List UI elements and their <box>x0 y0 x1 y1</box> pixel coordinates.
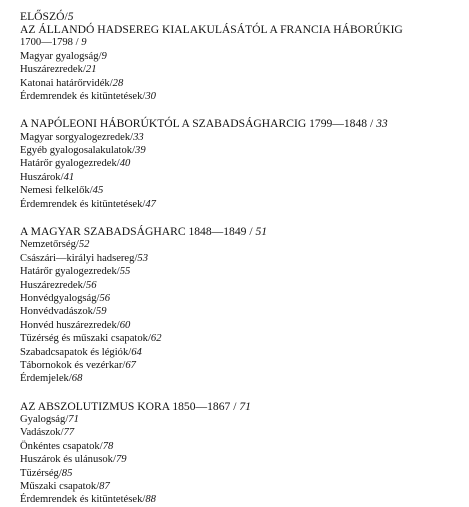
toc-section-3 <box>20 225 460 386</box>
toc-line-separator: / <box>116 319 120 331</box>
toc-line <box>20 467 460 480</box>
toc-line-separator: / <box>60 427 64 439</box>
toc-line-page: 9 <box>101 50 107 62</box>
toc-line-separator: / <box>92 306 96 318</box>
toc-line-title: Határőr gyalogezredek <box>20 158 117 170</box>
toc-line-title: 1700—1798 <box>20 37 73 49</box>
toc-line <box>20 346 460 359</box>
toc-line-separator: / <box>142 91 146 103</box>
toc-line <box>20 90 460 103</box>
toc-line <box>20 50 460 63</box>
toc-line-page: 33 <box>133 131 144 143</box>
toc-line <box>20 292 460 305</box>
toc-line-separator: / <box>99 440 103 452</box>
toc-line-title: Huszárezredek <box>20 64 83 76</box>
toc-line <box>20 198 460 211</box>
toc-line-page: 55 <box>119 266 131 278</box>
toc-line-page: 53 <box>137 252 148 264</box>
toc-line-separator: / <box>128 346 132 358</box>
toc-line-page: 21 <box>85 64 97 76</box>
toc-line-separator: / <box>64 10 68 23</box>
toc-line-title: Tüzérség <box>20 467 59 479</box>
toc-line-separator: / <box>130 131 134 143</box>
toc-line <box>20 440 460 453</box>
toc-line-separator: / <box>147 333 151 345</box>
toc-line <box>20 359 460 372</box>
toc-line-separator: / <box>89 185 93 197</box>
toc-line-separator: / <box>82 279 86 291</box>
toc-line-page: 40 <box>119 158 131 170</box>
toc-section-2 <box>20 117 460 211</box>
toc-line-page: 60 <box>119 319 131 331</box>
toc-line-separator: / <box>246 225 256 239</box>
toc-line <box>20 413 460 426</box>
toc-line-title: Magyar gyalogság <box>20 50 99 62</box>
toc-line-separator: / <box>116 158 120 170</box>
toc-line-title: Honvédgyalogság <box>20 292 97 304</box>
toc-line-title: ELŐSZÓ <box>20 10 65 23</box>
toc-line-page: 59 <box>95 306 107 318</box>
table-of-contents <box>20 10 460 507</box>
toc-line-separator: / <box>132 145 136 157</box>
toc-line-page: 30 <box>145 91 156 103</box>
toc-line-page: 71 <box>239 399 251 413</box>
toc-line-title: Huszárok és ulánusok <box>20 454 113 466</box>
toc-line <box>20 319 460 332</box>
toc-line-separator: / <box>142 494 146 506</box>
toc-line <box>20 426 460 439</box>
toc-section-1 <box>20 10 460 103</box>
toc-line <box>20 332 460 345</box>
toc-line-title: Érdemjelek <box>20 373 69 385</box>
toc-line-title: Honvédvadászok <box>20 306 93 318</box>
toc-line-title: Önkéntes csapatok <box>20 440 100 452</box>
toc-line <box>20 63 460 76</box>
toc-line-page: 41 <box>63 171 75 183</box>
toc-line-page: 87 <box>99 480 110 492</box>
toc-line-title: Vadászok <box>20 427 61 439</box>
toc-line-title: Nemzetőrség <box>20 239 76 251</box>
toc-line-page: 85 <box>61 467 73 479</box>
toc-line <box>20 372 460 385</box>
toc-line <box>20 238 460 251</box>
toc-line-title: Érdemrendek és kitüntetések <box>20 494 143 506</box>
toc-line-separator: / <box>60 171 64 183</box>
toc-line-separator: / <box>134 252 138 264</box>
toc-line-separator: / <box>82 64 86 76</box>
toc-line-page: 67 <box>125 359 136 371</box>
toc-line-page: 33 <box>376 117 388 131</box>
toc-line <box>20 23 460 36</box>
toc-line-title: Tábornokok és vezérkar <box>20 359 123 371</box>
toc-line <box>20 157 460 170</box>
toc-line-title: A MAGYAR SZABADSÁGHARC 1848—1849 <box>20 225 247 239</box>
toc-line-page: 5 <box>67 10 74 23</box>
toc-line <box>20 36 460 49</box>
toc-line-separator: / <box>230 399 240 413</box>
toc-line <box>20 265 460 278</box>
toc-line-page: 79 <box>115 454 127 466</box>
toc-line-page: 47 <box>145 198 156 210</box>
toc-line-page: 51 <box>255 225 268 239</box>
toc-line-page: 45 <box>92 185 104 197</box>
toc-line-title: Honvéd huszárezredek <box>20 319 117 331</box>
toc-line <box>20 252 460 265</box>
toc-line-title: AZ ABSZOLUTIZMUS KORA 1850—1867 <box>20 399 231 413</box>
toc-line-separator: / <box>96 292 100 304</box>
toc-line-page: 88 <box>145 494 156 506</box>
toc-line <box>20 493 460 506</box>
toc-section-4 <box>20 400 460 507</box>
toc-line-separator: / <box>367 117 377 131</box>
toc-line-page: 9 <box>81 37 87 49</box>
toc-line-title: Érdemrendek és kitüntetések <box>20 91 143 103</box>
toc-line-separator: / <box>58 467 62 479</box>
toc-line-separator: / <box>98 50 102 62</box>
toc-line-title: Határőr gyalogezredek <box>20 266 117 278</box>
toc-line-title: Szabadcsapatok és légiók <box>20 346 129 358</box>
toc-line-page: 77 <box>63 427 75 439</box>
toc-line-title: AZ ÁLLANDÓ HADSEREG KIALAKULÁSÁTÓL A FRANCIA HÁBORÚKIG <box>20 23 403 37</box>
toc-line-separator: / <box>75 239 79 251</box>
toc-line-title: Egyéb gyalogosalakulatok <box>20 145 133 157</box>
toc-line-page: 64 <box>131 346 142 358</box>
toc-line-title: Huszárezredek <box>20 279 83 291</box>
toc-line-page: 52 <box>78 239 90 251</box>
toc-line <box>20 400 460 413</box>
toc-line-separator: / <box>142 198 146 210</box>
toc-line <box>20 184 460 197</box>
toc-line <box>20 117 460 130</box>
toc-line-page: 39 <box>135 145 146 157</box>
toc-line <box>20 279 460 292</box>
toc-line-separator: / <box>112 454 116 466</box>
toc-line <box>20 10 460 23</box>
toc-line-page: 56 <box>99 292 111 304</box>
toc-line-title: Magyar sorgyalogezredek <box>20 131 131 143</box>
toc-line-title: Műszaki csapatok <box>20 480 97 492</box>
toc-line-title: Katonai határőrvidék <box>20 77 110 89</box>
toc-line-separator: / <box>109 77 113 89</box>
toc-line-page: 62 <box>150 333 162 345</box>
toc-line <box>20 171 460 184</box>
toc-line-separator: / <box>72 37 82 49</box>
toc-line <box>20 453 460 466</box>
toc-line-title: Nemesi felkelők <box>20 185 90 197</box>
toc-line <box>20 144 460 157</box>
toc-line-title: Tüzérség és műszaki csapatok <box>20 333 148 345</box>
toc-line-title: A NAPÓLEONI HÁBORÚKTÓL A SZABADSÁGHARCIG 1799—1848 <box>20 117 368 131</box>
toc-line-separator: / <box>96 480 100 492</box>
toc-line-separator: / <box>68 373 72 385</box>
toc-line-page: 56 <box>85 279 97 291</box>
toc-line <box>20 131 460 144</box>
toc-line <box>20 480 460 493</box>
toc-line-title: Érdemrendek és kitüntetések <box>20 198 143 210</box>
toc-line <box>20 77 460 90</box>
toc-line-separator: / <box>65 413 69 425</box>
toc-line-page: 28 <box>112 77 124 89</box>
toc-line <box>20 225 460 238</box>
toc-line-title: Gyalogság <box>20 413 66 425</box>
toc-line <box>20 305 460 318</box>
toc-line-page: 68 <box>71 373 83 385</box>
toc-line-page: 78 <box>102 440 114 452</box>
toc-line-title: Huszárok <box>20 171 61 183</box>
toc-line-separator: / <box>122 359 126 371</box>
toc-line-separator: / <box>116 266 120 278</box>
toc-line-page: 71 <box>68 413 79 425</box>
toc-line-title: Császári—királyi hadsereg <box>20 252 135 264</box>
